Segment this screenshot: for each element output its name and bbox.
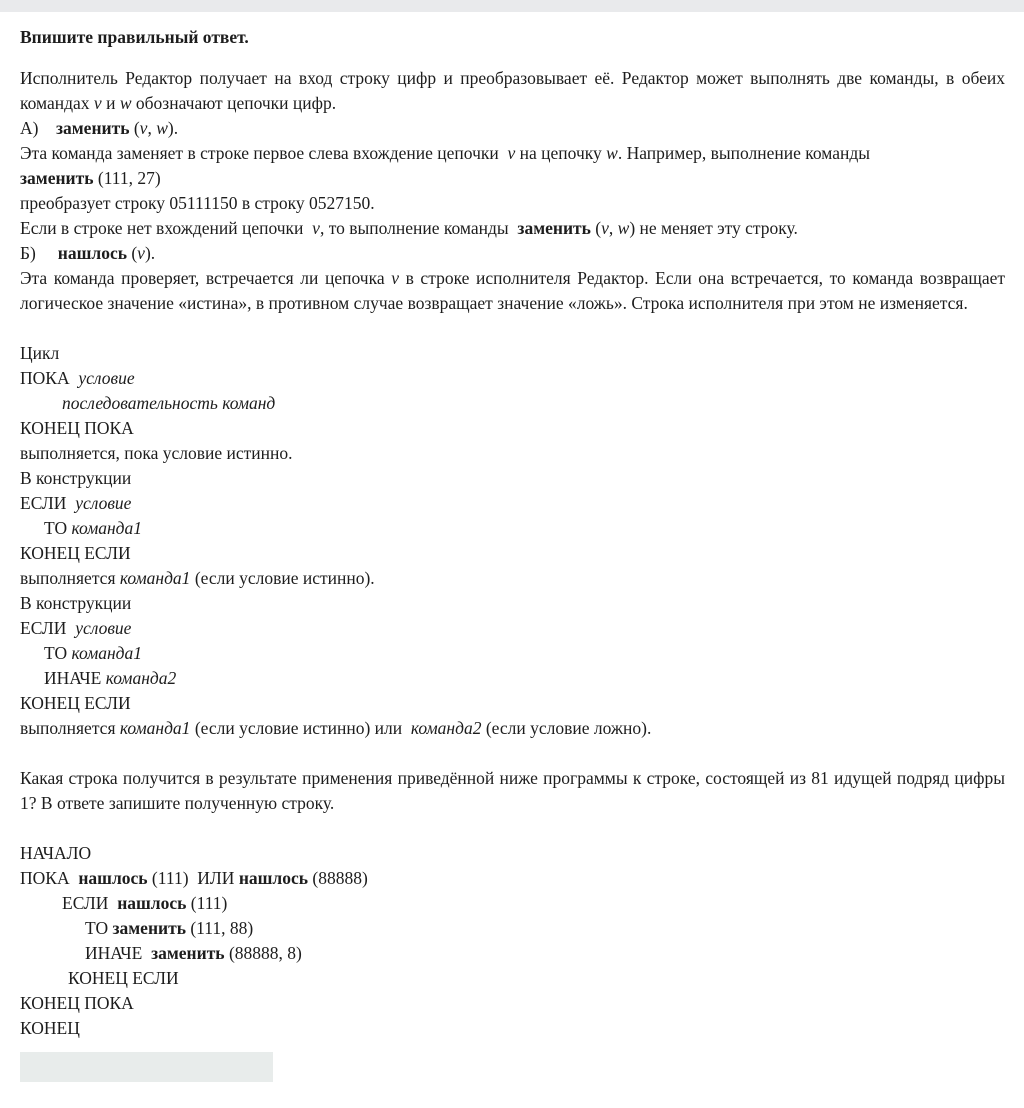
else-syntax xyxy=(20,666,1005,691)
replace-noop xyxy=(20,216,1005,241)
kw-inache: ИНАЧЕ xyxy=(85,943,152,963)
kw-nashlos: нашлось xyxy=(238,868,309,888)
var-v: v xyxy=(391,268,399,288)
endif-syntax: КОНЕЦ ЕСЛИ xyxy=(20,543,131,563)
seg: выполняется xyxy=(20,568,120,588)
while-syntax xyxy=(20,366,1005,391)
while-explanation: выполняется, пока условие истинно. xyxy=(20,443,293,463)
var-v: v xyxy=(93,93,102,113)
seg: (88888, 8) xyxy=(224,943,302,963)
sequence-placeholder: последовательность команд xyxy=(62,393,276,413)
replace-result: преобразует строку 05111150 в строку 0527150. xyxy=(20,193,375,213)
seg: . Например, выполнение команды xyxy=(617,143,871,163)
kw-poka: ПОКА xyxy=(20,868,79,888)
program-endwhile: КОНЕЦ ПОКА xyxy=(20,993,134,1013)
top-bar xyxy=(0,0,1024,12)
found-description xyxy=(20,266,1005,316)
var-v: v xyxy=(312,218,320,238)
seg: ( xyxy=(126,243,138,263)
seg: ). xyxy=(167,118,179,138)
intro-paragraph xyxy=(20,66,1005,116)
seg: (111) xyxy=(186,893,228,913)
kw-inache: ИНАЧЕ xyxy=(44,668,106,688)
seg: , xyxy=(608,218,618,238)
command-a-line xyxy=(20,116,1005,141)
construct-intro: В конструкции xyxy=(20,468,132,488)
var-komanda1: команда1 xyxy=(71,518,143,538)
command-b-line xyxy=(20,241,1005,266)
kw-esli: ЕСЛИ xyxy=(20,618,76,638)
kw-zamenit: заменить xyxy=(55,118,130,138)
endif-syntax: КОНЕЦ ЕСЛИ xyxy=(20,693,131,713)
kw-to: ТО xyxy=(44,643,72,663)
cycle-label: Цикл xyxy=(20,343,60,363)
var-w: w xyxy=(617,218,630,238)
seg: обозначают цепочки цифр. xyxy=(131,93,337,113)
then-syntax xyxy=(20,516,1005,541)
seg: , xyxy=(147,118,157,138)
spacer xyxy=(20,816,1005,841)
var-komanda2: команда2 xyxy=(410,718,482,738)
seg: ) не меняет эту строку. xyxy=(629,218,798,238)
var-w: w xyxy=(119,93,132,113)
if-syntax xyxy=(20,491,1005,516)
var-v: v xyxy=(139,118,148,138)
seg: Если в строке нет вхождений цепочки xyxy=(20,218,313,238)
seg: (если условие истинно) или xyxy=(190,718,411,738)
seg: Исполнитель Редактор получает на вход строку цифр и преобразовывает её. Редактор может выполнять две команды, в обеих командах xyxy=(20,68,1005,113)
var-v: v xyxy=(601,218,609,238)
seg: на цепочку xyxy=(515,143,607,163)
task-content xyxy=(0,12,1024,1082)
seg: Эта команда заменяет в строке первое слева вхождение цепочки xyxy=(20,143,508,163)
replace-example xyxy=(20,166,1005,191)
program-start: НАЧАЛО xyxy=(20,843,92,863)
seg: в строке исполнителя Редактор. Если она встречается, то команда возвращает логическое значение «истина», в противном случае возвращает значение «ложь». Строка исполнителя при этом не изменяется. xyxy=(20,268,1006,313)
seg: (111, 27) xyxy=(93,168,161,188)
var-w: w xyxy=(606,143,618,163)
program-endif: КОНЕЦ ЕСЛИ xyxy=(68,968,179,988)
seg: (111) ИЛИ xyxy=(147,868,239,888)
seg: и xyxy=(101,93,120,113)
var-komanda1: команда1 xyxy=(119,718,191,738)
seg: Б) xyxy=(20,243,58,263)
var-komanda1: команда1 xyxy=(71,643,143,663)
if-explanation xyxy=(20,566,1005,591)
kw-poka: ПОКА xyxy=(20,368,79,388)
seg: ( xyxy=(129,118,140,138)
seg: , то выполнение команды xyxy=(319,218,518,238)
construct-intro: В конструкции xyxy=(20,593,132,613)
kw-nashlos: нашлось xyxy=(78,868,148,888)
var-uslovie: условие xyxy=(78,368,135,388)
seg: (если условие ложно). xyxy=(481,718,652,738)
kw-to: ТО xyxy=(85,918,113,938)
kw-esli: ЕСЛИ xyxy=(20,493,76,513)
var-w: w xyxy=(156,118,168,138)
kw-zamenit: заменить xyxy=(517,218,591,238)
seg: Эта команда проверяет, встречается ли цепочка xyxy=(20,268,392,288)
if-else-explanation xyxy=(20,716,1005,741)
seg: выполняется xyxy=(20,718,120,738)
program-while xyxy=(20,866,1005,891)
if-syntax xyxy=(20,616,1005,641)
spacer xyxy=(20,741,1005,766)
var-uslovie: условие xyxy=(75,618,132,638)
var-komanda2: команда2 xyxy=(105,668,177,688)
page-title: Впишите правильный ответ. xyxy=(20,27,249,47)
kw-zamenit: заменить xyxy=(112,918,186,938)
question-paragraph: Какая строка получится в результате применения приведённой ниже программы к строке, состоящей из 81 идущей подряд цифры 1? В ответе запишите полученную строку. xyxy=(20,768,1005,813)
kw-nashlos: нашлось xyxy=(117,893,187,913)
replace-description xyxy=(20,141,1005,166)
kw-esli: ЕСЛИ xyxy=(62,893,118,913)
var-v: v xyxy=(507,143,516,163)
seg: (если условие истинно). xyxy=(190,568,375,588)
seg: А) xyxy=(20,118,56,138)
seg: ( xyxy=(590,218,602,238)
program-then xyxy=(20,916,1005,941)
then-syntax xyxy=(20,641,1005,666)
kw-nashlos: нашлось xyxy=(57,243,127,263)
var-v: v xyxy=(137,243,145,263)
seg: (111, 88) xyxy=(185,918,254,938)
kw-to: ТО xyxy=(44,518,72,538)
program-if xyxy=(20,891,1005,916)
kw-zamenit: заменить xyxy=(20,168,94,188)
answer-input[interactable] xyxy=(20,1052,273,1082)
var-uslovie: условие xyxy=(75,493,132,513)
program-else xyxy=(20,941,1005,966)
kw-zamenit: заменить xyxy=(151,943,225,963)
program-end: КОНЕЦ xyxy=(20,1018,80,1038)
seg: (88888) xyxy=(308,868,368,888)
endwhile-syntax: КОНЕЦ ПОКА xyxy=(20,418,134,438)
var-komanda1: команда1 xyxy=(119,568,191,588)
seg: ). xyxy=(144,243,156,263)
spacer xyxy=(20,316,1005,341)
